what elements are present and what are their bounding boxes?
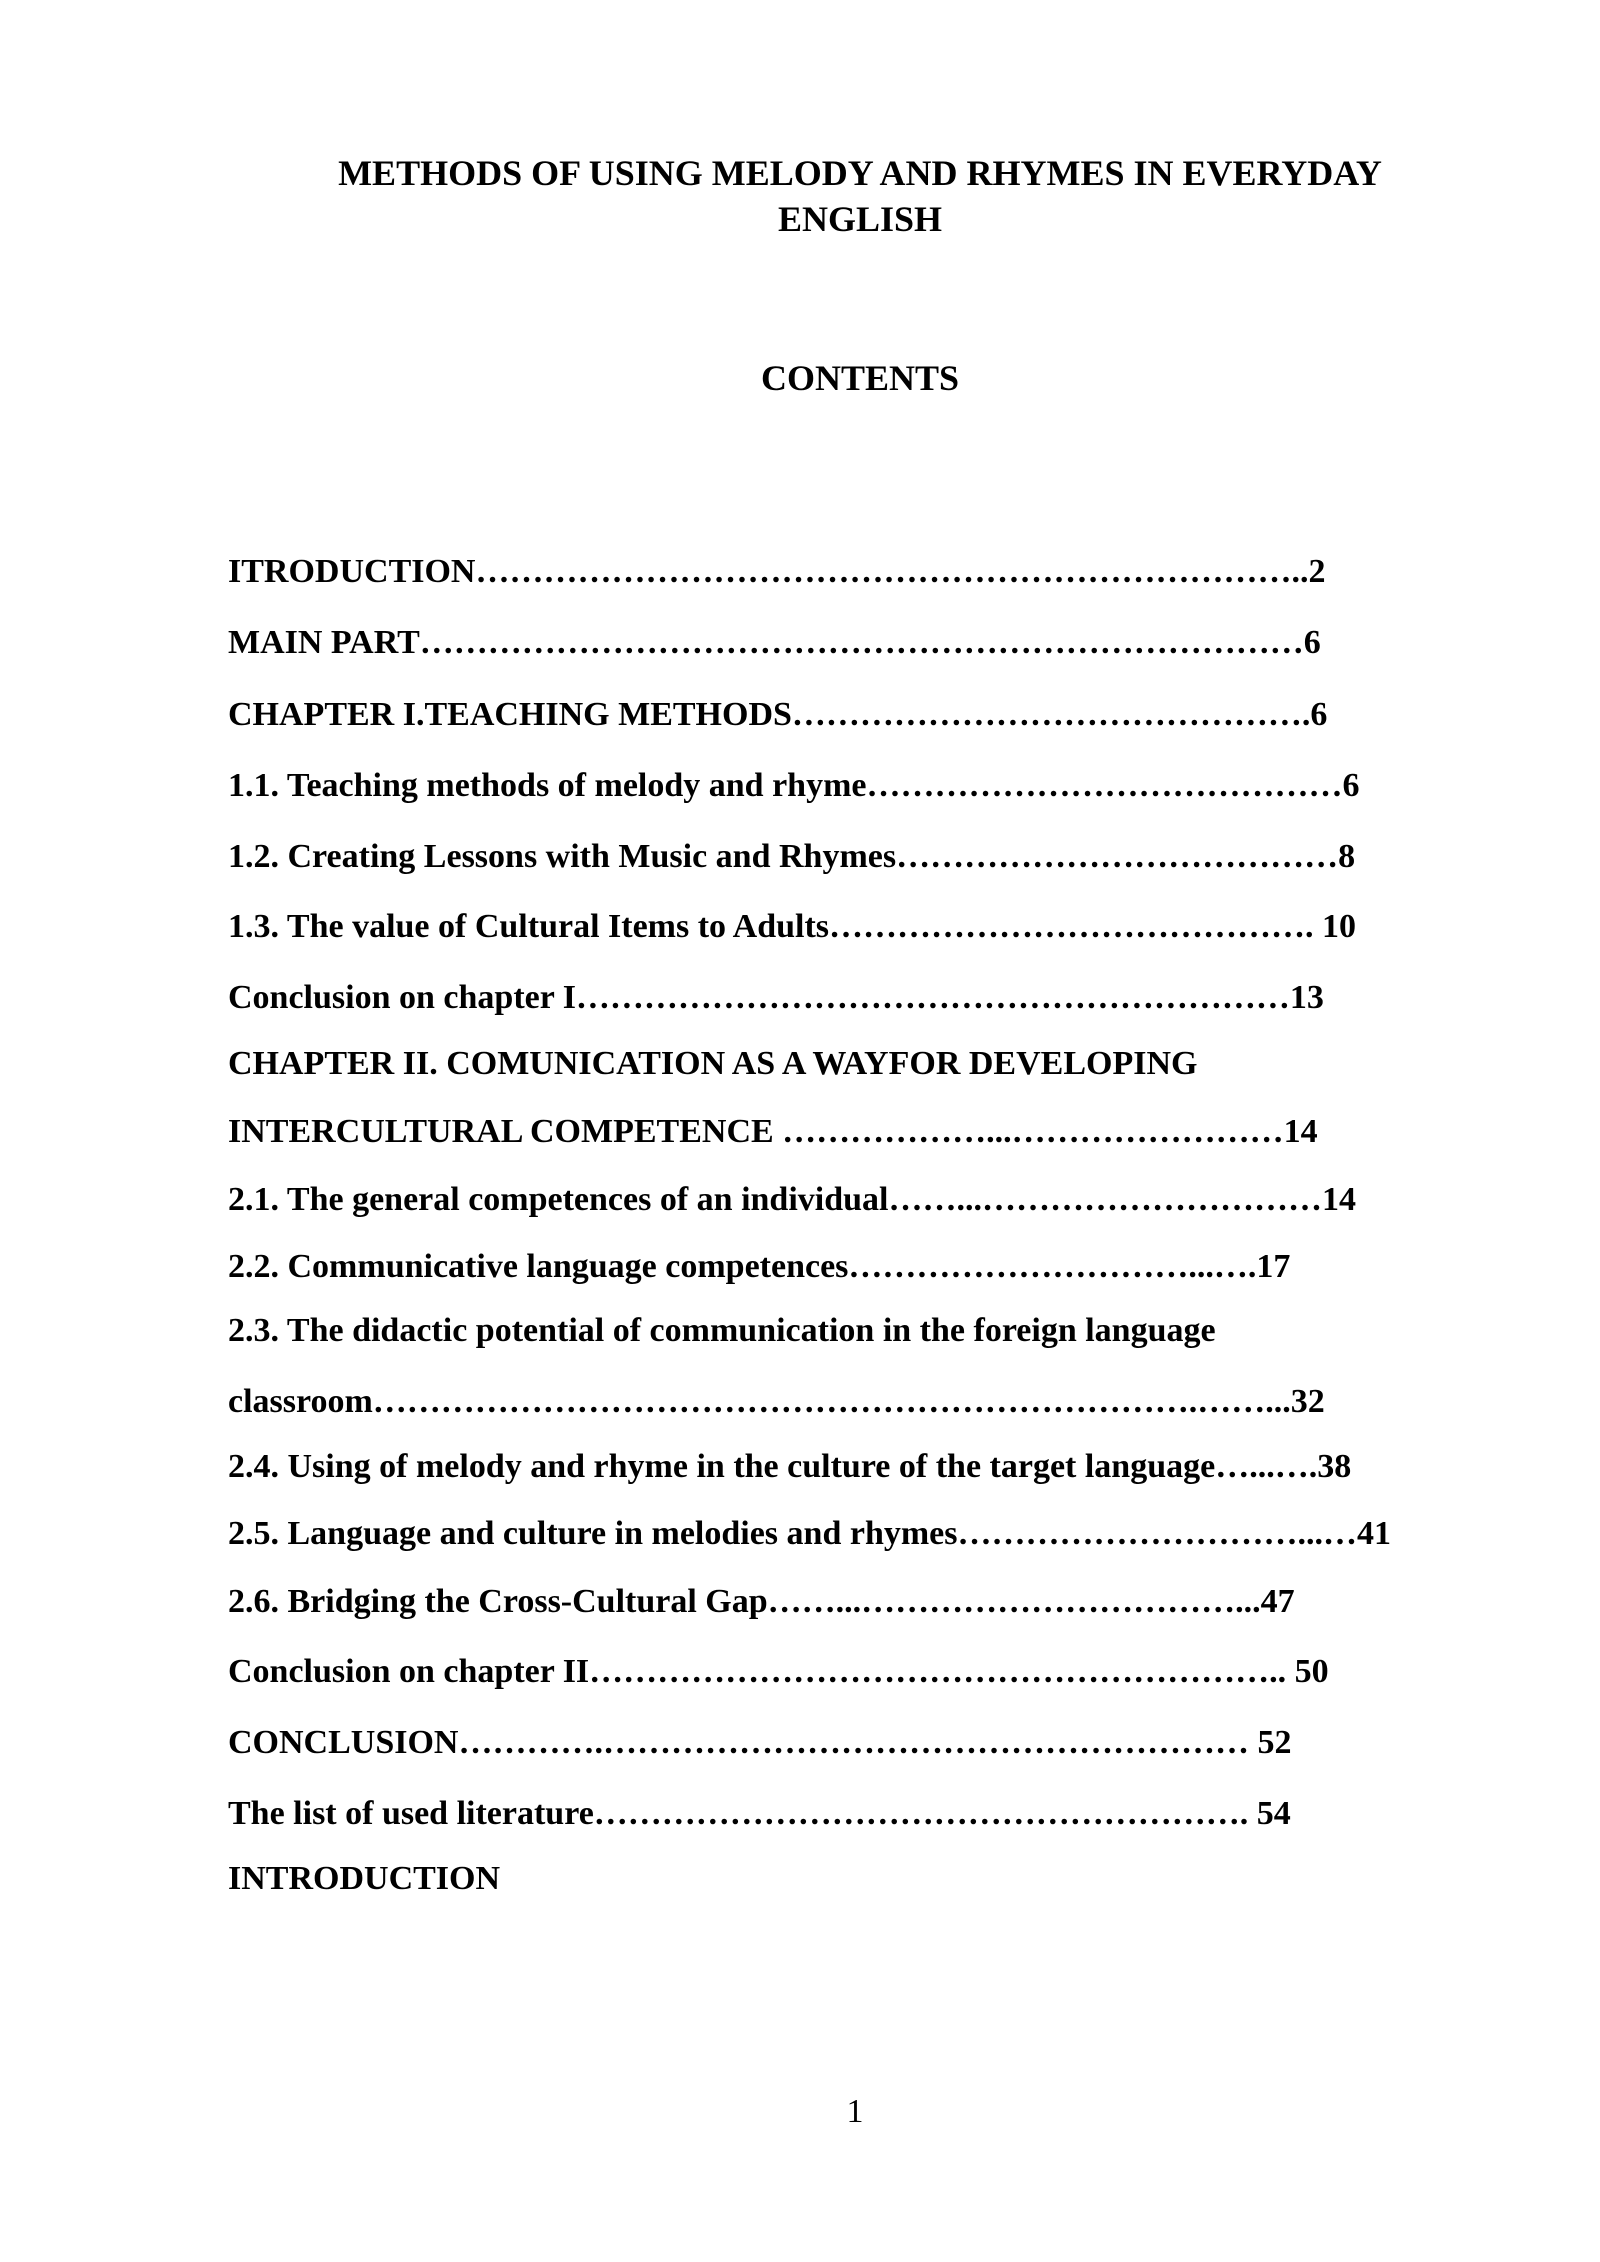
page-number: 1 <box>846 2093 864 2130</box>
toc-entry-2-4: 2.4. Using of melody and rhyme in the culture of the target language…...….38 <box>228 1448 1352 1485</box>
toc-entry-1-3: 1.3. The value of Cultural Items to Adults……………………………………. 10 <box>228 908 1357 945</box>
title-line-2: ENGLISH <box>777 199 943 239</box>
toc-entry-2-3-line-2: classroom……………………………………………………………….……...32 <box>228 1383 1325 1420</box>
toc-entry-chapter-2-line-2: INTERCULTURAL COMPETENCE ………………...……………………14 <box>228 1113 1318 1150</box>
toc-entry-conclusion-chapter-1: Conclusion on chapter I………………………………………………………13 <box>228 979 1324 1016</box>
toc-entry-conclusion-chapter-2: Conclusion on chapter II…………………………………………………….. 50 <box>228 1653 1329 1690</box>
contents-heading: CONTENTS <box>760 358 960 398</box>
toc-entry-introduction: ITRODUCTION………………………………………………………………..2 <box>228 553 1326 590</box>
toc-entry-1-2: 1.2. Creating Lessons with Music and Rhymes…………………………………8 <box>228 838 1356 875</box>
toc-entry-2-5: 2.5. Language and culture in melodies and rhymes…………………………...…41 <box>228 1515 1392 1552</box>
toc-entry-1-1: 1.1. Teaching methods of melody and rhyme……………………………………6 <box>228 767 1360 804</box>
toc-entry-2-3-line-1: 2.3. The didactic potential of communication in the foreign language <box>228 1312 1216 1349</box>
toc-entry-2-6: 2.6. Bridging the Cross-Cultural Gap……...……………………………...47 <box>228 1583 1295 1620</box>
document-title <box>300 150 1420 242</box>
toc-entry-chapter-1: CHAPTER I.TEACHING METHODS……………………………………….6 <box>228 696 1328 733</box>
toc-entry-chapter-2-line-1: CHAPTER II. COMUNICATION AS A WAYFOR DEVELOPING <box>228 1045 1198 1082</box>
toc-entry-conclusion: CONCLUSION………….………………………………………………… 52 <box>228 1724 1292 1761</box>
toc-entry-2-1: 2.1. The general competences of an individual……...…………………………14 <box>228 1181 1356 1218</box>
toc-entry-main-part: MAIN PART……………………………………………………………………6 <box>228 624 1321 661</box>
title-line-1: METHODS OF USING MELODY AND RHYMES IN EVERYDAY <box>338 153 1382 193</box>
toc-entry-2-2: 2.2. Communicative language competences…………………………...….17 <box>228 1248 1291 1285</box>
section-heading-introduction: INTRODUCTION <box>228 1860 501 1897</box>
toc-entry-literature: The list of used literature…………………………………………………. 54 <box>228 1795 1291 1832</box>
